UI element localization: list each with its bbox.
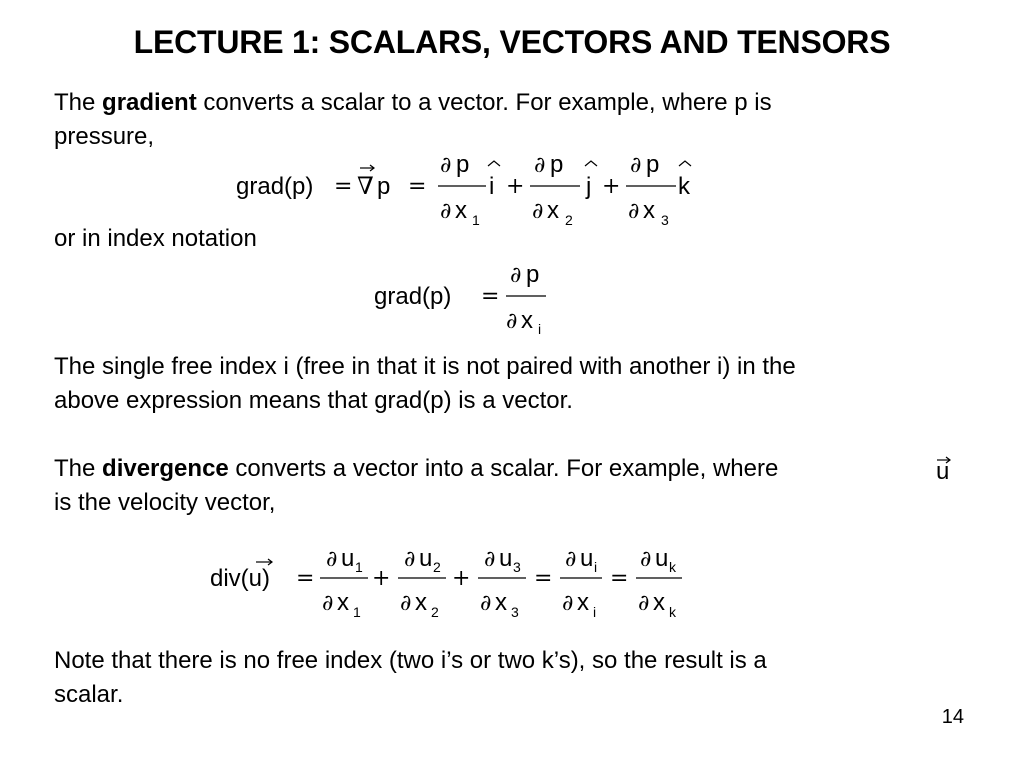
fraction-du2-dx2	[398, 545, 446, 620]
svg-text:1: 1	[353, 604, 361, 620]
gradient-line-2: pressure,	[54, 123, 155, 150]
svg-text:∂: ∂	[630, 153, 642, 178]
slide-title: LECTURE 1: SCALARS, VECTORS AND TENSORS	[133, 24, 891, 60]
svg-text:∂: ∂	[326, 547, 338, 572]
divergence-prefix: The	[54, 455, 103, 482]
svg-text:u: u	[419, 545, 433, 572]
svg-text:x: x	[337, 589, 349, 616]
equals-sign: =	[481, 284, 500, 309]
svg-text:p: p	[526, 261, 540, 288]
fraction-dp-dx3	[626, 151, 676, 228]
svg-text:1: 1	[355, 559, 363, 575]
svg-text:∇: ∇	[357, 172, 374, 200]
svg-text:x: x	[547, 197, 559, 224]
svg-text:∂: ∂	[322, 591, 334, 616]
divergence-equation	[210, 538, 690, 624]
svg-text:u: u	[655, 545, 669, 572]
svg-text:u: u	[580, 545, 594, 572]
svg-text:j: j	[586, 173, 592, 200]
svg-text:x: x	[455, 197, 467, 224]
gradient-index-equation	[374, 258, 564, 340]
svg-text:p: p	[646, 151, 660, 178]
svg-text:∂: ∂	[562, 591, 574, 616]
equals-sign: =	[334, 174, 353, 199]
gradient-line1-rest: converts a scalar to a vector. For example, where p is	[196, 89, 772, 116]
svg-text:k: k	[669, 559, 676, 575]
svg-text:x: x	[653, 589, 665, 616]
svg-text:i: i	[489, 173, 495, 200]
equals-sign: =	[408, 174, 427, 199]
page-number: 14	[941, 706, 964, 728]
svg-text:∂: ∂	[640, 547, 652, 572]
note-paragraph	[54, 644, 767, 712]
svg-text:x: x	[415, 589, 427, 616]
svg-text:x: x	[495, 589, 507, 616]
index-notation-line: or in index notation	[54, 225, 257, 252]
equals-sign: =	[296, 566, 315, 591]
unit-vector-k	[678, 161, 691, 200]
svg-text:∂: ∂	[404, 547, 416, 572]
svg-text:u: u	[499, 545, 513, 572]
svg-text:2: 2	[565, 212, 573, 228]
gradient-line-1	[54, 86, 772, 120]
svg-text:k: k	[678, 173, 690, 200]
svg-text:x: x	[643, 197, 655, 224]
svg-text:∂: ∂	[400, 591, 412, 616]
svg-text:∂: ∂	[510, 263, 522, 288]
svg-text:∂: ∂	[532, 199, 544, 224]
equals-sign: =	[534, 566, 553, 591]
gradient-term: gradient	[102, 89, 197, 116]
equals-sign: =	[610, 566, 629, 591]
nabla-p: p	[377, 173, 391, 200]
fraction-dui-dxi	[560, 545, 602, 620]
svg-text:x: x	[577, 589, 589, 616]
svg-text:1: 1	[472, 212, 480, 228]
velocity-vector-symbol	[932, 452, 956, 486]
plus-sign: +	[372, 566, 391, 591]
fraction-dp-dxi	[506, 261, 546, 337]
svg-text:i: i	[593, 604, 597, 620]
unit-vector-i	[488, 161, 500, 200]
grad-lhs: grad(p)	[236, 173, 314, 200]
svg-text:x: x	[521, 307, 533, 334]
nabla-operator	[357, 165, 374, 200]
free-index-line-2: above expression means that grad(p) is a vector.	[54, 387, 573, 414]
note-line-1: Note that there is no free index (two i’s or two k’s), so the result is a	[54, 647, 767, 674]
svg-text:∂: ∂	[480, 591, 492, 616]
svg-text:2: 2	[433, 559, 441, 575]
unit-vector-j	[585, 161, 597, 200]
svg-text:k: k	[669, 604, 676, 620]
grad-index-lhs: grad(p)	[374, 283, 452, 310]
svg-text:i: i	[594, 559, 598, 575]
gradient-prefix: The	[54, 89, 103, 116]
svg-text:div(u): div(u)	[210, 565, 271, 592]
svg-text:3: 3	[513, 559, 521, 575]
plus-sign: +	[452, 566, 471, 591]
divergence-line1-rest: converts a vector into a scalar. For example, where	[228, 455, 779, 482]
svg-text:p: p	[550, 151, 564, 178]
svg-text:∂: ∂	[440, 153, 452, 178]
free-index-line-1: The single free index i (free in that it is not paired with another i) in the	[54, 353, 796, 380]
gradient-paragraph	[54, 86, 772, 154]
fraction-duk-dxk	[636, 545, 682, 620]
svg-text:2: 2	[431, 604, 439, 620]
divergence-term: divergence	[102, 455, 229, 482]
svg-text:∂: ∂	[638, 591, 650, 616]
svg-text:∂: ∂	[565, 547, 577, 572]
plus-sign: +	[602, 174, 621, 199]
svg-text:∂: ∂	[484, 547, 496, 572]
fraction-dp-dx2	[530, 151, 580, 228]
svg-text:p: p	[456, 151, 470, 178]
fraction-du1-dx1	[320, 545, 368, 620]
divergence-paragraph	[54, 452, 778, 520]
svg-text:∂: ∂	[534, 153, 546, 178]
svg-text:3: 3	[511, 604, 519, 620]
fraction-dp-dx1	[438, 151, 486, 228]
svg-text:∂: ∂	[506, 309, 518, 334]
svg-text:u: u	[341, 545, 355, 572]
fraction-du3-dx3	[478, 545, 526, 620]
gradient-equation	[236, 146, 706, 232]
note-line-2: scalar.	[54, 681, 124, 708]
divergence-line-2: is the velocity vector,	[54, 489, 276, 516]
svg-text:u: u	[936, 458, 950, 485]
svg-text:∂: ∂	[440, 199, 452, 224]
svg-text:∂: ∂	[628, 199, 640, 224]
plus-sign: +	[506, 174, 525, 199]
div-lhs	[210, 559, 272, 592]
divergence-line-1	[54, 452, 778, 486]
svg-text:3: 3	[661, 212, 669, 228]
svg-text:i: i	[538, 321, 542, 337]
free-index-paragraph	[54, 350, 796, 418]
